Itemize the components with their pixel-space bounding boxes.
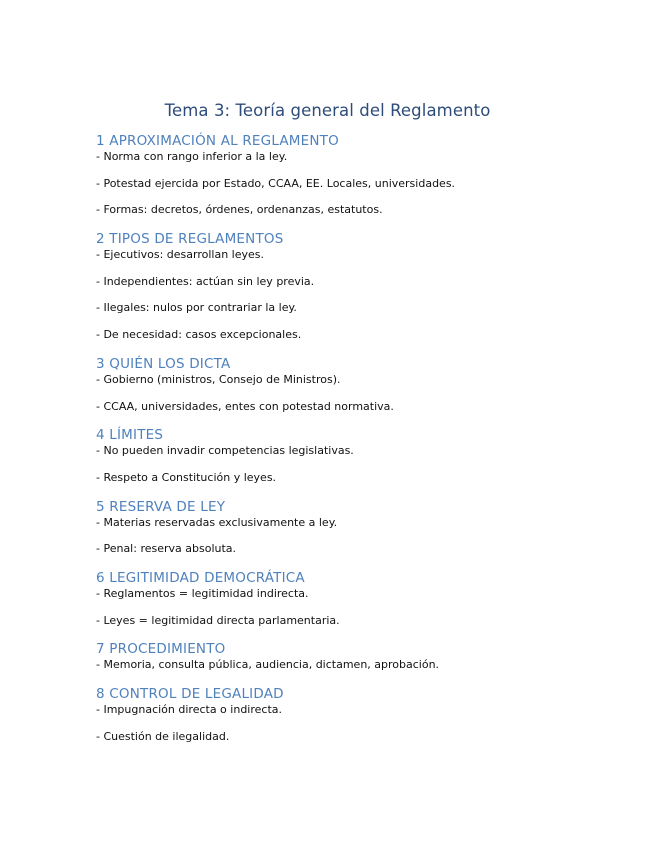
section-heading: 6 LEGITIMIDAD DEMOCRÁTICA (96, 569, 305, 586)
bullet-item: - Memoria, consulta pública, audiencia, dictamen, aprobación. (96, 658, 440, 672)
bullet-item: - CCAA, universidades, entes con potestad normativa. (96, 399, 394, 413)
bullet-item: - Formas: decretos, órdenes, ordenanzas, estatutos. (96, 203, 383, 217)
section-quien-los-dicta (96, 355, 616, 414)
section-heading: 1 APROXIMACIÓN AL REGLAMENTO (96, 133, 339, 149)
bullet-item: - Potestad ejercida por Estado, CCAA, EE. Locales, universidades. (96, 176, 456, 190)
section-heading: 2 TIPOS DE REGLAMENTOS (96, 231, 284, 248)
section-heading: 5 RESERVA DE LEY (96, 498, 226, 515)
section-procedimiento (96, 640, 616, 672)
bullet-item: - Impugnación directa o indirecta. (96, 703, 283, 716)
section-heading: 8 CONTROL DE LEGALIDAD (96, 686, 284, 702)
bullet-item: - Cuestión de ilegalidad. (96, 729, 230, 743)
section-heading: 7 PROCEDIMIENTO (96, 641, 226, 658)
section-aproximacion (96, 132, 616, 217)
bullet-item: - De necesidad: casos excepcionales. (96, 328, 302, 342)
bullet-item: - Ilegales: nulos por contrariar la ley. (96, 301, 297, 315)
bullet-item: - Reglamentos = legitimidad indirecta. (96, 586, 309, 600)
bullet-item: - Norma con rango inferior a la ley. (96, 150, 288, 163)
bullet-item: - Penal: reserva absoluta. (96, 542, 237, 556)
section-heading: 4 LÍMITES (96, 427, 164, 444)
bullet-item: - No pueden invadir competencias legislativas. (96, 444, 354, 458)
section-limites (96, 426, 616, 485)
bullet-item: - Materias reservadas exclusivamente a ley. (96, 515, 338, 529)
section-tipos (96, 230, 616, 342)
section-control-de-legalidad (96, 685, 616, 744)
bullet-item: - Gobierno (ministros, Consejo de Ministros). (96, 372, 341, 386)
document-title: Tema 3: Teoría general del Reglamento (164, 101, 491, 120)
section-heading: 3 QUIÉN LOS DICTA (96, 355, 231, 372)
bullet-item: - Leyes = legitimidad directa parlamentaria. (96, 613, 340, 627)
bullet-item: - Ejecutivos: desarrollan leyes. (96, 248, 265, 262)
section-reserva-de-ley (96, 498, 616, 557)
bullet-item: - Respeto a Constitución y leyes. (96, 470, 277, 484)
bullet-item: - Independientes: actúan sin ley previa. (96, 274, 315, 288)
section-legitimidad (96, 569, 616, 628)
document-body (96, 132, 616, 756)
